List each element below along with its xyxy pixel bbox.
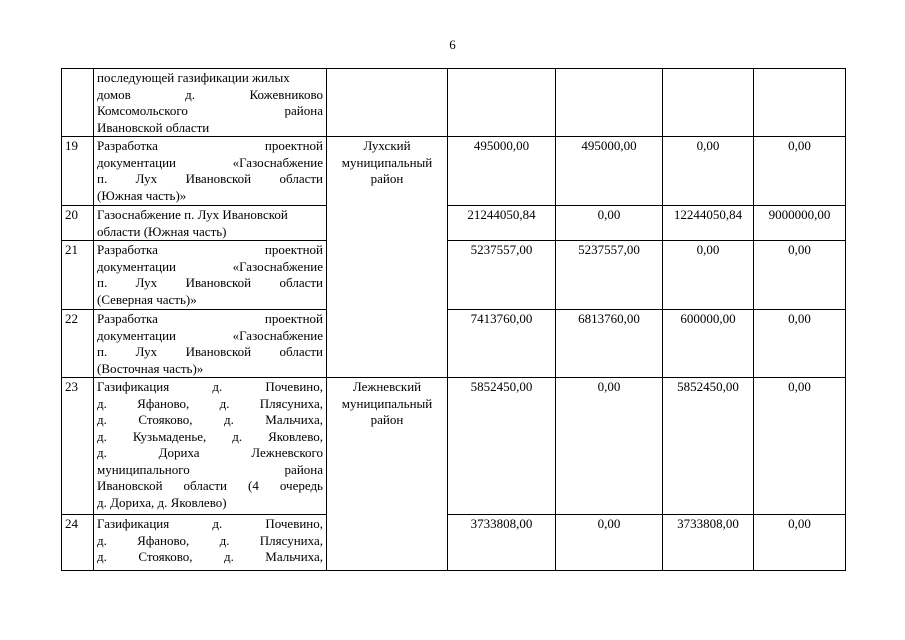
amount-v2: 6813760,00 xyxy=(556,310,663,378)
description-line: Комсомольского района xyxy=(97,103,323,118)
description-line: документации «Газоснабжение xyxy=(97,154,323,170)
amount-v3: 12244050,84 xyxy=(663,206,754,241)
description-line: д. Стояково, д. Мальчиха, xyxy=(97,549,323,564)
amount-v1: 495000,00 xyxy=(448,137,556,206)
table-row xyxy=(62,137,846,206)
municipality-line: район xyxy=(370,412,404,427)
amount-v4: 0,00 xyxy=(754,241,846,310)
description-line: (Южная часть)» xyxy=(97,187,187,203)
project-description xyxy=(94,378,327,515)
table-row xyxy=(62,206,846,241)
description-line: д. Яфаново, д. Плясуниха, xyxy=(97,532,323,548)
description-line: документации «Газоснабжение xyxy=(97,327,323,343)
project-description xyxy=(94,137,327,206)
amount-v4: 0,00 xyxy=(754,378,846,515)
amount-v4 xyxy=(754,69,846,137)
description-line: д. Кузьмаденье, д. Яковлево, xyxy=(97,428,323,444)
municipality-line: Лежневский xyxy=(352,379,422,394)
amount-v2: 0,00 xyxy=(556,515,663,571)
row-number: 20 xyxy=(62,206,94,241)
description-line: домов д. Кожевниково xyxy=(97,86,323,102)
amount-v3: 0,00 xyxy=(663,241,754,310)
description-line: п. Лух Ивановской области xyxy=(97,344,323,359)
amount-v1: 7413760,00 xyxy=(448,310,556,378)
amount-v3: 600000,00 xyxy=(663,310,754,378)
amount-v3: 3733808,00 xyxy=(663,515,754,571)
description-line: Газификация д. Почевино, xyxy=(97,379,323,394)
amount-v4: 0,00 xyxy=(754,515,846,571)
table-row xyxy=(62,515,846,571)
amount-v1: 5237557,00 xyxy=(448,241,556,310)
description-line: п. Лух Ивановской области xyxy=(97,275,323,290)
description-line: Ивановской области xyxy=(97,119,210,135)
amount-v1 xyxy=(448,69,556,137)
amount-v1: 21244050,84 xyxy=(448,206,556,241)
amount-v2: 0,00 xyxy=(556,378,663,515)
description-line: д. Дориха, д. Яковлево) xyxy=(97,494,227,510)
municipality-cell xyxy=(327,137,448,378)
description-line: муниципального района xyxy=(97,461,323,477)
table-row xyxy=(62,310,846,378)
row-number: 23 xyxy=(62,378,94,515)
description-line: области (Южная часть) xyxy=(97,223,227,239)
amount-v3: 5852450,00 xyxy=(663,378,754,515)
municipality-cell xyxy=(327,69,448,137)
description-line: д. Яфаново, д. Плясуниха, xyxy=(97,395,323,411)
amount-v3 xyxy=(663,69,754,137)
municipality-cell xyxy=(327,378,448,571)
description-line: (Восточная часть)» xyxy=(97,360,204,376)
amount-v1: 3733808,00 xyxy=(448,515,556,571)
description-line: документации «Газоснабжение xyxy=(97,258,323,274)
description-line: п. Лух Ивановской области xyxy=(97,171,323,186)
description-line: д. Дориха Лежневского xyxy=(97,445,323,460)
description-line: д. Стояково, д. Мальчиха, xyxy=(97,412,323,427)
description-line: Газификация д. Почевино, xyxy=(97,516,323,531)
amount-v2: 495000,00 xyxy=(556,137,663,206)
project-description xyxy=(94,515,327,571)
row-number: 24 xyxy=(62,515,94,571)
description-line: (Северная часть)» xyxy=(97,291,197,307)
municipality-line: Лухский xyxy=(363,138,411,153)
amount-v2: 0,00 xyxy=(556,206,663,241)
table-row xyxy=(62,378,846,515)
page-number: 6 xyxy=(449,37,456,52)
table-row xyxy=(62,241,846,310)
project-description xyxy=(94,241,327,310)
table-row xyxy=(62,69,846,137)
row-number xyxy=(62,69,94,137)
municipality-line: муниципальный xyxy=(341,395,433,411)
description-line: Ивановской области (4 очередь xyxy=(97,478,323,493)
amount-v2 xyxy=(556,69,663,137)
description-line: Разработка проектной xyxy=(97,311,323,326)
municipality-line: муниципальный xyxy=(341,154,433,170)
description-line: Газоснабжение п. Лух Ивановской xyxy=(97,207,288,222)
project-description xyxy=(94,310,327,378)
amount-v3: 0,00 xyxy=(663,137,754,206)
description-line: последующей газификации жилых xyxy=(97,70,290,85)
project-description xyxy=(94,206,327,241)
description-line: Разработка проектной xyxy=(97,138,323,153)
amount-v4: 0,00 xyxy=(754,137,846,206)
row-number: 22 xyxy=(62,310,94,378)
description-line: Разработка проектной xyxy=(97,242,323,257)
budget-table xyxy=(61,68,846,571)
row-number: 19 xyxy=(62,137,94,206)
row-number: 21 xyxy=(62,241,94,310)
amount-v2: 5237557,00 xyxy=(556,241,663,310)
municipality-line: район xyxy=(370,171,404,186)
project-description xyxy=(94,69,327,137)
amount-v1: 5852450,00 xyxy=(448,378,556,515)
amount-v4: 9000000,00 xyxy=(754,206,846,241)
amount-v4: 0,00 xyxy=(754,310,846,378)
